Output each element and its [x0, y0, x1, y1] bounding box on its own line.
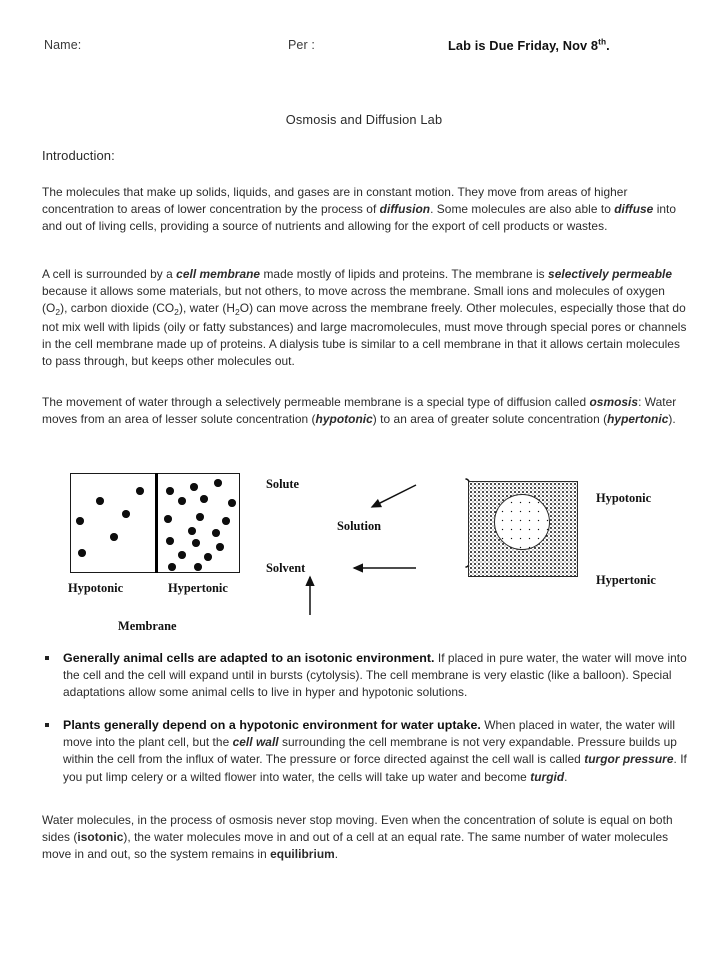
figure-tonicity-diagram	[420, 455, 728, 645]
period-field-label: Per :	[288, 38, 315, 52]
solute-dot	[196, 513, 204, 521]
solute-dot	[204, 553, 212, 561]
solute-dot	[96, 497, 104, 505]
name-field-label: Name:	[44, 38, 82, 52]
solute-dot	[212, 529, 220, 537]
paragraph-diffusion	[42, 184, 692, 236]
solute-dot	[222, 517, 230, 525]
p1-text-a: The molecules that make up solids, liquids, and gases are in constant motion. They move from areas of higher concentration to areas of lower concentration by the process of	[42, 185, 628, 217]
page-title: Osmosis and Diffusion Lab	[285, 112, 443, 127]
figures-row	[0, 455, 728, 645]
final-text-c: .	[334, 847, 339, 862]
bullet-2-body-d: .	[564, 769, 568, 784]
p2-text-e: ), water (H	[178, 301, 235, 316]
solution-label: Solution	[337, 519, 382, 533]
document-header	[0, 38, 728, 60]
solute-dot	[216, 543, 224, 551]
bullet-2-lead: Plants generally depend on a hypotonic environment for water uptake	[63, 718, 478, 732]
term-diffusion: diffusion	[379, 202, 431, 217]
solute-dot	[110, 533, 118, 541]
term-diffuse: diffuse	[614, 202, 654, 217]
p1-text-c: into and out of living cells, providing a source of nutrients and allowing for the export of cell products or wastes.	[42, 202, 677, 234]
solute-dot	[194, 563, 202, 571]
solute-dot	[178, 551, 186, 559]
hypertonic-field-box	[468, 481, 578, 577]
term-hypotonic: hypotonic	[315, 412, 373, 427]
solute-dot	[188, 527, 196, 535]
solute-dot	[122, 510, 130, 518]
term-equilibrium: equilibrium	[270, 847, 335, 862]
solute-dot	[164, 515, 172, 523]
p3-text-d: ).	[668, 412, 676, 427]
paragraph-cell-membrane	[42, 266, 692, 370]
bullet-square-icon	[45, 656, 49, 660]
solute-dot	[200, 495, 208, 503]
p2-text-b: made mostly of lipids and proteins. The membrane is	[260, 267, 549, 281]
final-text-a: Water molecules, in the process of osmosis never stop moving. Even when the concentration of solute is equal on both sides (	[42, 813, 673, 845]
term-cell-wall: cell wall	[232, 735, 279, 750]
solute-dot	[178, 497, 186, 505]
list-item	[63, 717, 692, 786]
term-turgor-pressure: turgor pressure	[584, 752, 674, 767]
bullet-2-lead-period: .	[477, 718, 481, 732]
due-date-notice	[448, 38, 610, 53]
solute-label: Solute	[266, 477, 300, 491]
term-selectively-permeable: selectively permeable	[548, 267, 673, 281]
solute-arrow	[372, 485, 416, 507]
solute-dot	[214, 479, 222, 487]
p1-text-b: . Some molecules are also able to	[430, 202, 615, 217]
term-turgid: turgid	[530, 769, 565, 784]
p2-text-a: A cell is surrounded by a	[42, 267, 177, 281]
solute-dot	[192, 539, 200, 547]
solute-dot	[166, 487, 174, 495]
bullet-2-body-c: . If you put limp celery or a wilted flower into water, the cells will take up water and become	[63, 752, 687, 784]
bullet-1-lead-period: .	[431, 651, 435, 665]
due-date-ordinal-suffix: th	[598, 36, 607, 47]
solute-dot	[228, 499, 236, 507]
term-hypertonic: hypertonic	[607, 412, 669, 427]
figure-membrane-diagram	[0, 455, 420, 645]
term-cell-membrane: cell membrane	[176, 267, 261, 281]
hypertonic-label: Hypertonic	[168, 581, 228, 595]
hypotonic-cell-circle	[494, 494, 550, 550]
bullet-2-body-a: When placed in water, the water will move into the plant cell, but the	[63, 718, 676, 750]
bullet-2-body-b: surrounding the cell membrane is not very expandable. Pressure builds up within the cell from the influx of water. The pressure or force directed against the cell wall is called	[63, 735, 677, 767]
oxygen-subscript: 2	[55, 306, 61, 317]
term-osmosis: osmosis	[589, 395, 639, 409]
p2-text-f: O) can move across the membrane freely. Other molecules, especially those that do not mix well with lipids (oily or fatty substances) and large macromolecules, must move through special pores or channels in the cell membrane made up of proteins. A dialysis tube is similar to a cell membrane in that it allows certain molecules to pass through, but keeps other molecules out.	[42, 301, 687, 369]
solute-dot	[166, 537, 174, 545]
water-subscript: 2	[234, 306, 240, 317]
solvent-label: Solvent	[266, 561, 306, 575]
list-item	[63, 650, 692, 702]
due-date-text: Lab is Due Friday, Nov 8	[448, 38, 599, 53]
final-text-b: ), the water molecules move in and out of a cell at an equal rate. The same number of water molecules move in and out, so the system remains in	[42, 830, 669, 862]
membrane-label: Membrane	[118, 619, 177, 633]
bullet-1-body: If placed in pure water, the water will move into the cell and the cell will expand until in bursts (cytolysis). The cell membrane is very elastic (like a balloon). Special adaptations allow some animal cells to live in hyper and hypotonic solutions.	[63, 651, 687, 700]
solute-dot	[190, 483, 198, 491]
p2-text-d: ), carbon dioxide (CO	[60, 301, 175, 316]
p3-text-c: ) to an area of greater solute concentration (	[372, 412, 608, 427]
solute-dot	[136, 487, 144, 495]
solute-dot	[168, 563, 176, 571]
solute-dot	[76, 517, 84, 525]
paragraph-equilibrium	[42, 812, 692, 864]
hypertonic-label: Hypertonic	[596, 573, 656, 587]
carbon-dioxide-subscript: 2	[174, 306, 179, 317]
p3-text-b: : Water moves from an area of lesser solute concentration (	[42, 395, 677, 427]
due-date-period: .	[606, 38, 610, 53]
term-isotonic: isotonic	[77, 830, 124, 845]
hypotonic-label: Hypotonic	[68, 581, 124, 595]
p3-text-a: The movement of water through a selectively permeable membrane is a special type of diffusion called	[42, 395, 590, 409]
p2-text-c: because it allows some materials, but not others, to move across the membrane. Small ions and molecules of oxygen (O	[42, 284, 665, 316]
solute-dot	[78, 549, 86, 557]
membrane-line	[155, 473, 158, 573]
bullet-1-lead: Generally animal cells are adapted to an isotonic environment	[63, 651, 431, 665]
bullet-square-icon	[45, 723, 49, 727]
paragraph-osmosis	[42, 394, 692, 428]
hypotonic-label: Hypotonic	[596, 491, 652, 505]
introduction-heading: Introduction:	[42, 148, 115, 163]
